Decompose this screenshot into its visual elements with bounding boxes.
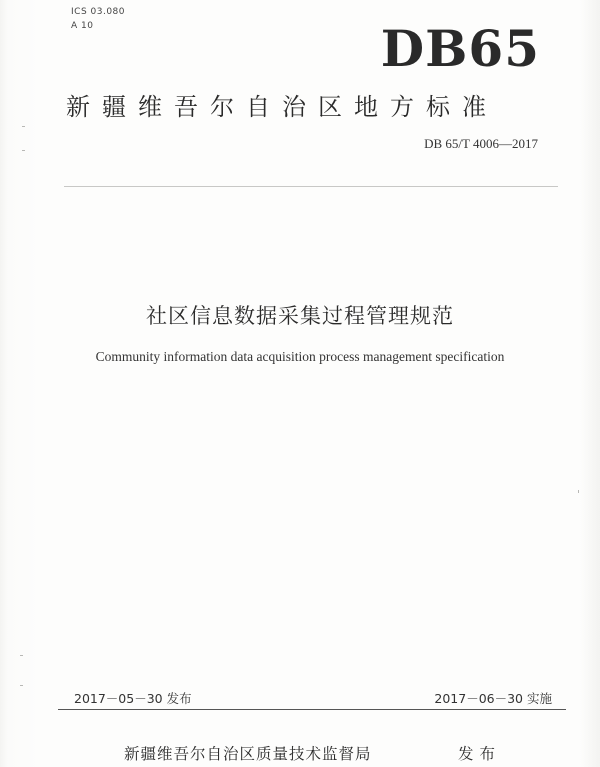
scan-speck — [22, 126, 25, 127]
ics-code: ICS 03.080 — [71, 7, 126, 17]
scan-speck — [20, 655, 23, 656]
document-title-english: Community information data acquisition process management specification — [95, 349, 505, 364]
publish-date: 2017－05－30 发布 — [74, 691, 192, 706]
standard-code: DB65 — [380, 19, 540, 78]
standard-type: 新疆维吾尔自治区地方标准 — [66, 93, 498, 121]
standard-number: DB 65/T 4006—2017 — [424, 136, 538, 151]
scan-speck — [20, 685, 23, 686]
header-divider — [64, 186, 558, 187]
scan-speck — [578, 490, 579, 493]
document-title-chinese: 社区信息数据采集过程管理规范 — [146, 304, 454, 328]
ccs-code: A 10 — [71, 21, 94, 31]
scan-speck — [22, 150, 25, 151]
footer-divider — [58, 709, 566, 710]
implement-date: 2017－06－30 实施 — [434, 691, 552, 706]
issue-label: 发布 — [458, 745, 502, 763]
issuing-authority: 新疆维吾尔自治区质量技术监督局 — [124, 745, 372, 763]
classification-codes — [71, 5, 125, 33]
